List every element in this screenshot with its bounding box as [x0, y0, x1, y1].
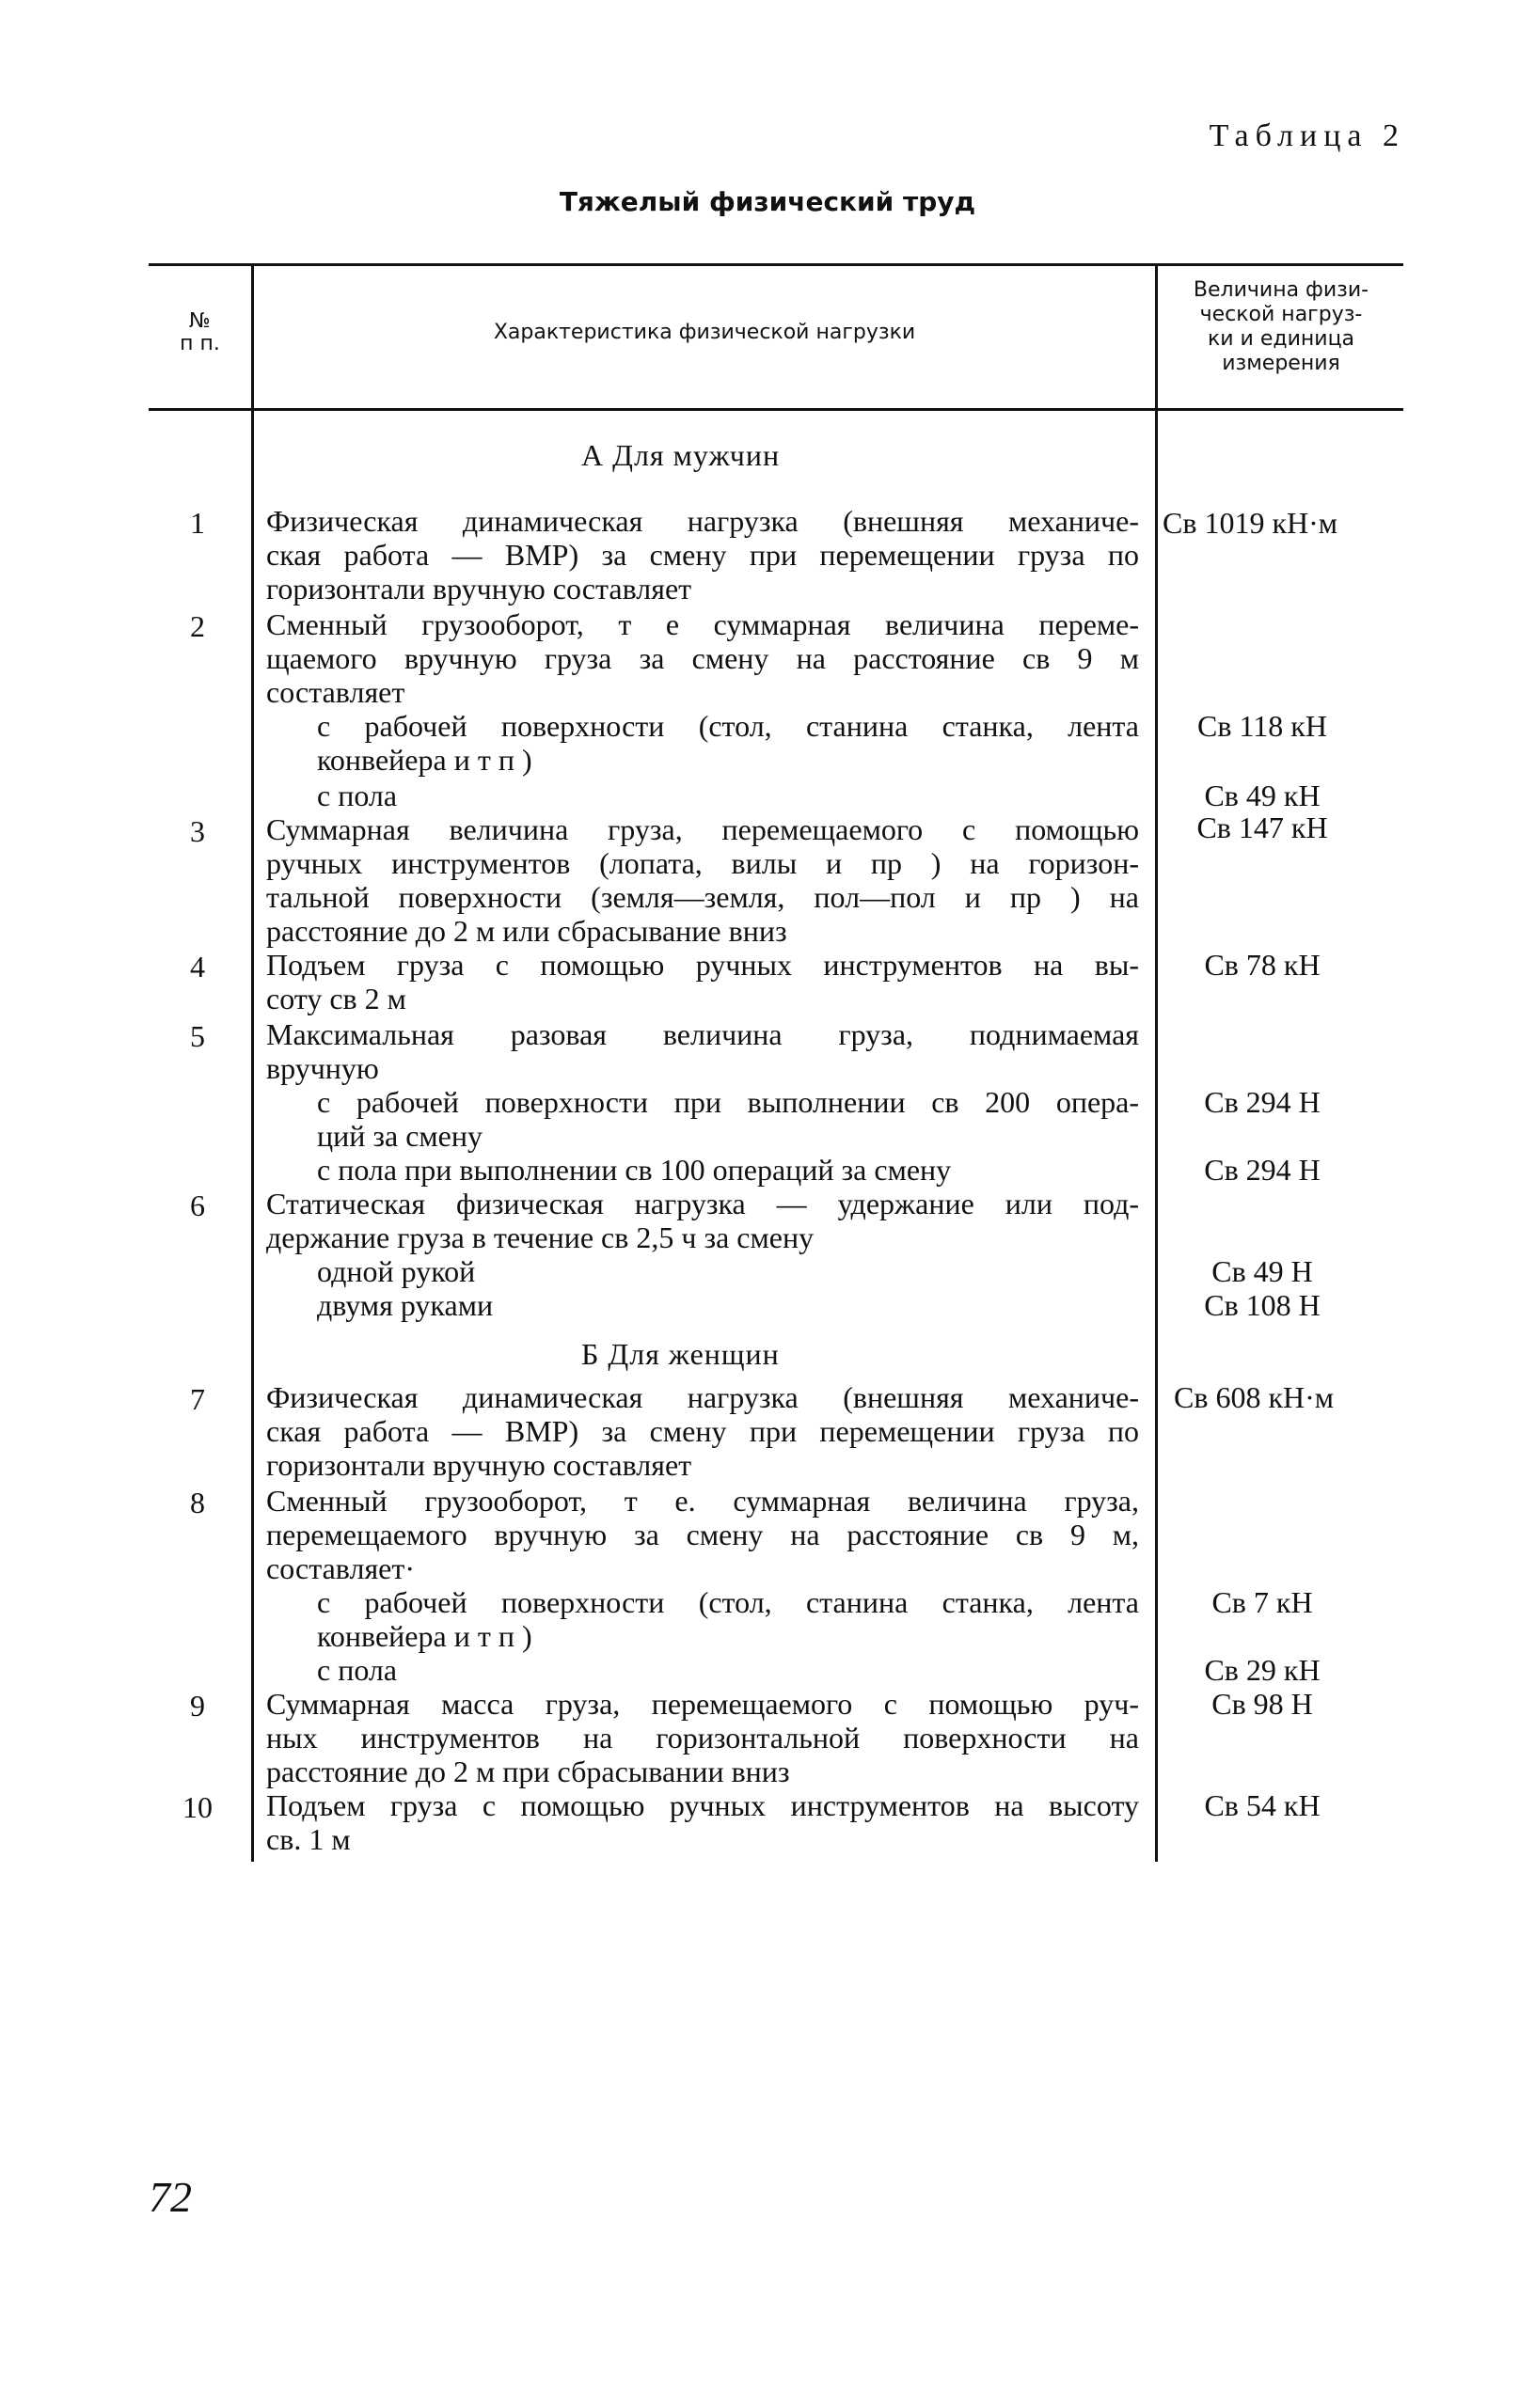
- desc-line: Сменный грузооборот, т е. суммарная величина груза,: [266, 1484, 1139, 1518]
- row-description: [317, 779, 1139, 812]
- row-value: Св 294 Н: [1204, 1153, 1321, 1187]
- row-description: [266, 1788, 1139, 1856]
- row-description: [317, 1585, 1139, 1653]
- desc-line: конвейера и т п ): [317, 743, 532, 777]
- desc-line: конвейера и т п ): [317, 1619, 532, 1653]
- row-number: 1: [190, 506, 205, 540]
- row-description: [317, 1153, 1139, 1187]
- row-description: [266, 1380, 1139, 1482]
- column-divider-left: [251, 263, 254, 1862]
- desc-line: Суммарная величина груза, перемещаемого с помощью: [266, 812, 1139, 846]
- column-divider-right: [1155, 263, 1158, 1862]
- row-value: Св 294 Н: [1204, 1085, 1321, 1119]
- desc-line: тальной поверхности (земля—земля, пол—пол и пр ) на: [266, 880, 1139, 914]
- col-header-value: [1159, 278, 1403, 376]
- row-value: Св 147 кН: [1196, 811, 1328, 844]
- row-description: [317, 1288, 1139, 1322]
- desc-line: перемещаемого вручную за смену на расстояние св 9 м,: [266, 1518, 1139, 1551]
- desc-line: св. 1 м: [266, 1822, 351, 1856]
- col-header-desc: Характеристика физической нагрузки: [493, 321, 916, 344]
- desc-line: с рабочей поверхности при выполнении св 200 опера-: [317, 1085, 1139, 1119]
- col-header-num: [150, 310, 249, 355]
- row-value: Св 7 кН: [1211, 1585, 1313, 1619]
- row-number: 3: [190, 814, 205, 848]
- desc-line: Сменный грузооборот, т е суммарная величина переме-: [266, 607, 1139, 641]
- desc-line: Подъем груза с помощью ручных инструментов на высоту: [266, 1788, 1139, 1822]
- desc-line: держание груза в течение св 2,5 ч за смену: [266, 1220, 815, 1254]
- col-header-value-line: ческой нагруз-: [1199, 303, 1363, 326]
- desc-line: двумя руками: [317, 1288, 494, 1322]
- desc-line: с рабочей поверхности (стол, станина станка, лента: [317, 1585, 1139, 1619]
- desc-line: Статическая физическая нагрузка — удержание или под-: [266, 1187, 1139, 1220]
- desc-line: с пола: [317, 779, 398, 812]
- row-description: [317, 1254, 1139, 1288]
- desc-line: щаемого вручную груза за смену на расстояние св 9 м: [266, 641, 1139, 675]
- row-description: [266, 1187, 1139, 1254]
- row-description: [266, 812, 1139, 948]
- desc-line: составляет·: [266, 1551, 415, 1585]
- desc-line: Суммарная масса груза, перемещаемого с помощью руч-: [266, 1687, 1139, 1721]
- desc-line: с пола при выполнении св 100 операций за смену: [317, 1153, 952, 1187]
- desc-line: Физическая динамическая нагрузка (внешняя механиче-: [266, 1380, 1139, 1414]
- row-value: Св 49 Н: [1211, 1254, 1313, 1288]
- desc-line: соту св 2 м: [266, 982, 406, 1015]
- desc-line: с пола: [317, 1653, 398, 1687]
- section-women-heading: Б Для женщин: [581, 1337, 780, 1371]
- col-header-num-line: №: [189, 309, 211, 333]
- row-value: Св 49 кН: [1204, 779, 1321, 812]
- desc-line: ская работа — ВМР) за смену при перемещении груза по: [266, 1414, 1139, 1448]
- header-bottom-rule: [149, 408, 1403, 411]
- desc-line: горизонтали вручную составляет: [266, 1448, 692, 1482]
- table-title: Тяжелый физический труд: [559, 186, 976, 217]
- desc-line: расстояние до 2 м или сбрасывание вниз: [266, 914, 787, 948]
- row-value: Св 608 кН·м: [1174, 1380, 1335, 1414]
- desc-line: вручную: [266, 1051, 379, 1085]
- row-number: 4: [190, 950, 205, 984]
- row-value: Св 54 кН: [1204, 1788, 1321, 1822]
- row-value: Св 29 кН: [1204, 1653, 1321, 1687]
- row-description: [266, 1484, 1139, 1585]
- row-description: [266, 1017, 1139, 1085]
- desc-line: ций за смену: [317, 1119, 483, 1153]
- row-number: 9: [190, 1689, 205, 1723]
- desc-line: расстояние до 2 м при сбрасывании вниз: [266, 1755, 790, 1788]
- row-number: 2: [190, 609, 205, 643]
- desc-line: ручных инструментов (лопата, вилы и пр ) на горизон-: [266, 846, 1139, 880]
- row-number: 6: [190, 1188, 205, 1222]
- row-value: Св 78 кН: [1204, 948, 1321, 982]
- col-header-value-line: ки и единица: [1207, 327, 1355, 351]
- section-men-heading: А Для мужчин: [581, 438, 781, 472]
- desc-line: с рабочей поверхности (стол, станина станка, лента: [317, 709, 1139, 743]
- desc-line: ных инструментов на горизонтальной поверхности на: [266, 1721, 1139, 1755]
- row-description: [266, 1687, 1139, 1788]
- row-description: [266, 607, 1139, 709]
- row-description: [317, 709, 1139, 777]
- row-number: 8: [190, 1486, 205, 1519]
- table-top-rule: [149, 263, 1403, 266]
- col-header-num-line: п п.: [180, 332, 220, 355]
- row-value: Св 118 кН: [1197, 709, 1327, 743]
- desc-line: одной рукой: [317, 1254, 476, 1288]
- table-label: Таблица 2: [1209, 118, 1405, 153]
- col-header-value-line: измерения: [1222, 352, 1340, 375]
- row-description: [317, 1085, 1139, 1153]
- desc-line: ская работа — ВМР) за смену при перемещении груза по: [266, 538, 1139, 572]
- desc-line: составляет: [266, 675, 405, 709]
- row-value: Св 1019 кН·м: [1163, 506, 1338, 540]
- desc-line: горизонтали вручную составляет: [266, 572, 692, 606]
- row-number: 7: [190, 1382, 205, 1416]
- desc-line: Подъем груза с помощью ручных инструментов на вы-: [266, 948, 1139, 982]
- row-value: Св 98 Н: [1211, 1687, 1313, 1721]
- desc-line: Физическая динамическая нагрузка (внешняя механиче-: [266, 504, 1139, 538]
- row-number: 10: [182, 1790, 213, 1824]
- row-number: 5: [190, 1019, 205, 1053]
- row-description: [317, 1653, 1139, 1687]
- desc-line: Максимальная разовая величина груза, поднимаемая: [266, 1017, 1139, 1051]
- row-description: [266, 504, 1139, 606]
- row-description: [266, 948, 1139, 1015]
- row-value: Св 108 Н: [1204, 1288, 1321, 1322]
- page-number: 72: [149, 2173, 192, 2221]
- col-header-value-line: Величина физи-: [1193, 278, 1369, 302]
